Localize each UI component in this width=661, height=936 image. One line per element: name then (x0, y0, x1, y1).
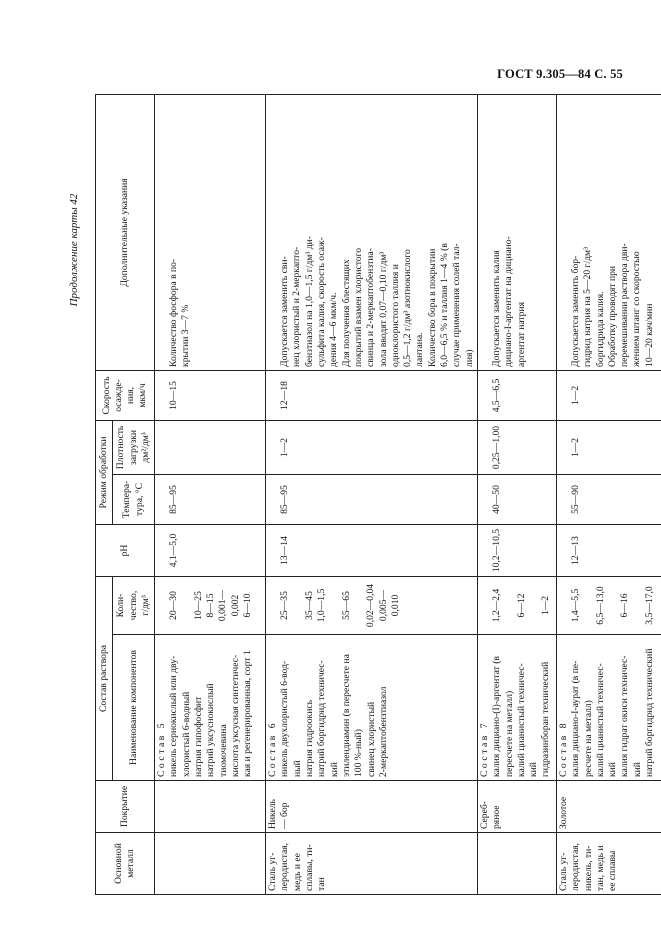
cell-ph (556, 524, 661, 576)
load-density-value: 1—2 (279, 437, 291, 458)
header-coating: Покрытие (96, 781, 155, 833)
quantities-list: 25—35 35—45 1,0—1,5 55—65 0,02—0,04 0,005—0,010 (279, 583, 401, 628)
cell-base-metal: Сталь уг- леродистая, медь и ее сплавы, ти- тан (266, 833, 478, 895)
header-quantity: Коли- чество, г/дм³ (113, 576, 155, 634)
header-temperature: Темпера- тура, °С (113, 474, 155, 524)
ph-value: 10,2—10,5 (490, 528, 502, 573)
table-stage (95, 95, 656, 895)
cell-temperature (477, 474, 556, 524)
cell-load-density (477, 420, 556, 474)
continuation-caption: Продолжение карты 42 (68, 193, 80, 307)
cell-temperature (155, 474, 266, 524)
ph-value: 4,1—5,0 (168, 533, 180, 568)
temperature-value: 85—95 (279, 485, 291, 514)
components-list: никель сернокислый или дву- хлористый 6-водный натрия гипофосфит натрий уксуснокислый тиомочевина кислота уксусная синтетичес- кая и регенерированная, сорт 1 (168, 650, 254, 777)
cell-ph (155, 524, 266, 576)
notes-text: Количество фосфора в по- крытии 3—7 % (168, 258, 192, 367)
rate-value: 4,5—6,5 (490, 378, 502, 413)
cell-temperature (556, 474, 661, 524)
cell-quantities (556, 576, 661, 634)
cell-notes (266, 94, 478, 370)
cell-components (477, 635, 556, 781)
cell-deposition-rate (556, 370, 661, 420)
header-component-name: Наименование компонентов (113, 635, 155, 781)
cell-coating: Сереб- ряное (477, 781, 556, 833)
cell-ph (266, 524, 478, 576)
notes-text: Допускается заменить бор- гидрид натрия на 5—20 г/дм³ боргидрида калия. Обработку проводят при перемешивании раствора дви- жением штанг со скоростью 10—20 кач/мин (569, 243, 655, 367)
notes-text: Допускается заменить сви- нец хлористый и 2-меркапто- бензтиазол на 1,0—1,5 г/дм³ ди- сульфита калия, скорость осаж- дения 4—6 мкм/ч. Для получения блестящих покрытий взамен хлористого свинца и 2-меркаптобензтиа- зола вводят 0,07—0,10 г/дм³ одноклористого таллия и 0,5—1,2 г/дм³ азотнокислого лантана. Количество бора в покрытии 6,0—6,5 % и таллия 1—4 % (в случае применения солей тал- лия) (279, 236, 475, 367)
rotated-table-wrap (95, 95, 656, 895)
rate-value: 10—15 (168, 381, 180, 410)
cell-load-density (556, 420, 661, 474)
composition-title: Состав 5 (156, 721, 168, 777)
header-mode: Режим обработки (96, 420, 113, 524)
cell-deposition-rate (477, 370, 556, 420)
ph-value: 12—13 (569, 536, 581, 565)
cell-quantities (266, 576, 478, 634)
temperature-value: 40—50 (490, 485, 502, 514)
header-notes: Дополнительные указания (96, 94, 155, 370)
cell-quantities (477, 576, 556, 634)
components-list: никель двухлористый 6-вод- ный натрия гидроокись натрий боргидрид техничес- кий этилендиамин (в пересчете на 100 %-ный) свинец хлористый 2-меркаптобензтиазол (279, 654, 389, 777)
cell-ph (477, 524, 556, 576)
ph-value: 13—14 (279, 536, 291, 565)
cell-base-metal (477, 833, 556, 895)
header-ph: pH (96, 524, 155, 576)
header-base-metal: Основной металл (96, 833, 155, 895)
cell-coating: Никель — бор (266, 781, 478, 833)
cell-coating (155, 781, 266, 833)
process-table (95, 94, 661, 895)
cell-components (155, 635, 266, 781)
temperature-value: 85—95 (168, 485, 180, 514)
table-row (477, 94, 556, 894)
cell-base-metal: Сталь уг- леродистая, никель, ти- тан, медь и ее сплавы (556, 833, 661, 895)
cell-load-density (266, 420, 478, 474)
table-row (266, 94, 478, 894)
composition-title: Состав 6 (267, 721, 279, 777)
cell-notes (477, 94, 556, 370)
header-solution: Состав раствора (96, 576, 113, 780)
cell-deposition-rate (155, 370, 266, 420)
composition-title: Состав 8 (557, 721, 569, 777)
cell-coating: Золотое (556, 781, 661, 833)
cell-deposition-rate (266, 370, 478, 420)
components-list: калия дицианo-(I)-аргентат (в пересчете на металл) калий цианистый техничес- кий гидразинборан технический (491, 656, 552, 777)
header-load-density: Плотность загрузки дм²/дм³ (113, 420, 155, 474)
rate-value: 1—2 (569, 385, 581, 406)
header-deposition-rate: Скорость осажде- ния, мкм/ч (96, 370, 155, 420)
load-density-value: 1—2 (569, 437, 581, 458)
cell-notes (556, 94, 661, 370)
notes-text: Допускается заменить калия дициано-I-аргентат на дициано- аргентат натрия (490, 236, 527, 367)
cell-components (266, 635, 478, 781)
quantities-list: 20—30 10—25 8—15 0,001—0,002 6—10 (168, 589, 253, 622)
load-density-value: 0,25—1,00 (490, 425, 502, 470)
cell-quantities (155, 576, 266, 634)
table-row (556, 94, 661, 894)
composition-title: Состав 7 (478, 721, 490, 777)
page-header: ГОСТ 9.305—84 С. 55 (497, 67, 623, 81)
quantities-list: 1,4—5,5 6,5—13,0 6—16 3,5—17,0 (569, 586, 655, 625)
cell-notes (155, 94, 266, 370)
cell-components (556, 635, 661, 781)
cell-load-density (155, 420, 266, 474)
components-list: калия дициано-I-аурат (в пе- ресчете на металл) калий цианистый техничес- кий калия гидрат окиси техничес- кий натрий боргидрид технический (570, 648, 656, 777)
cell-base-metal (155, 833, 266, 895)
rate-value: 12—18 (279, 381, 291, 410)
temperature-value: 55—90 (569, 485, 581, 514)
table-row (155, 94, 266, 894)
cell-temperature (266, 474, 478, 524)
quantities-list: 1,2—2,4 6—12 1—2 (490, 588, 552, 623)
